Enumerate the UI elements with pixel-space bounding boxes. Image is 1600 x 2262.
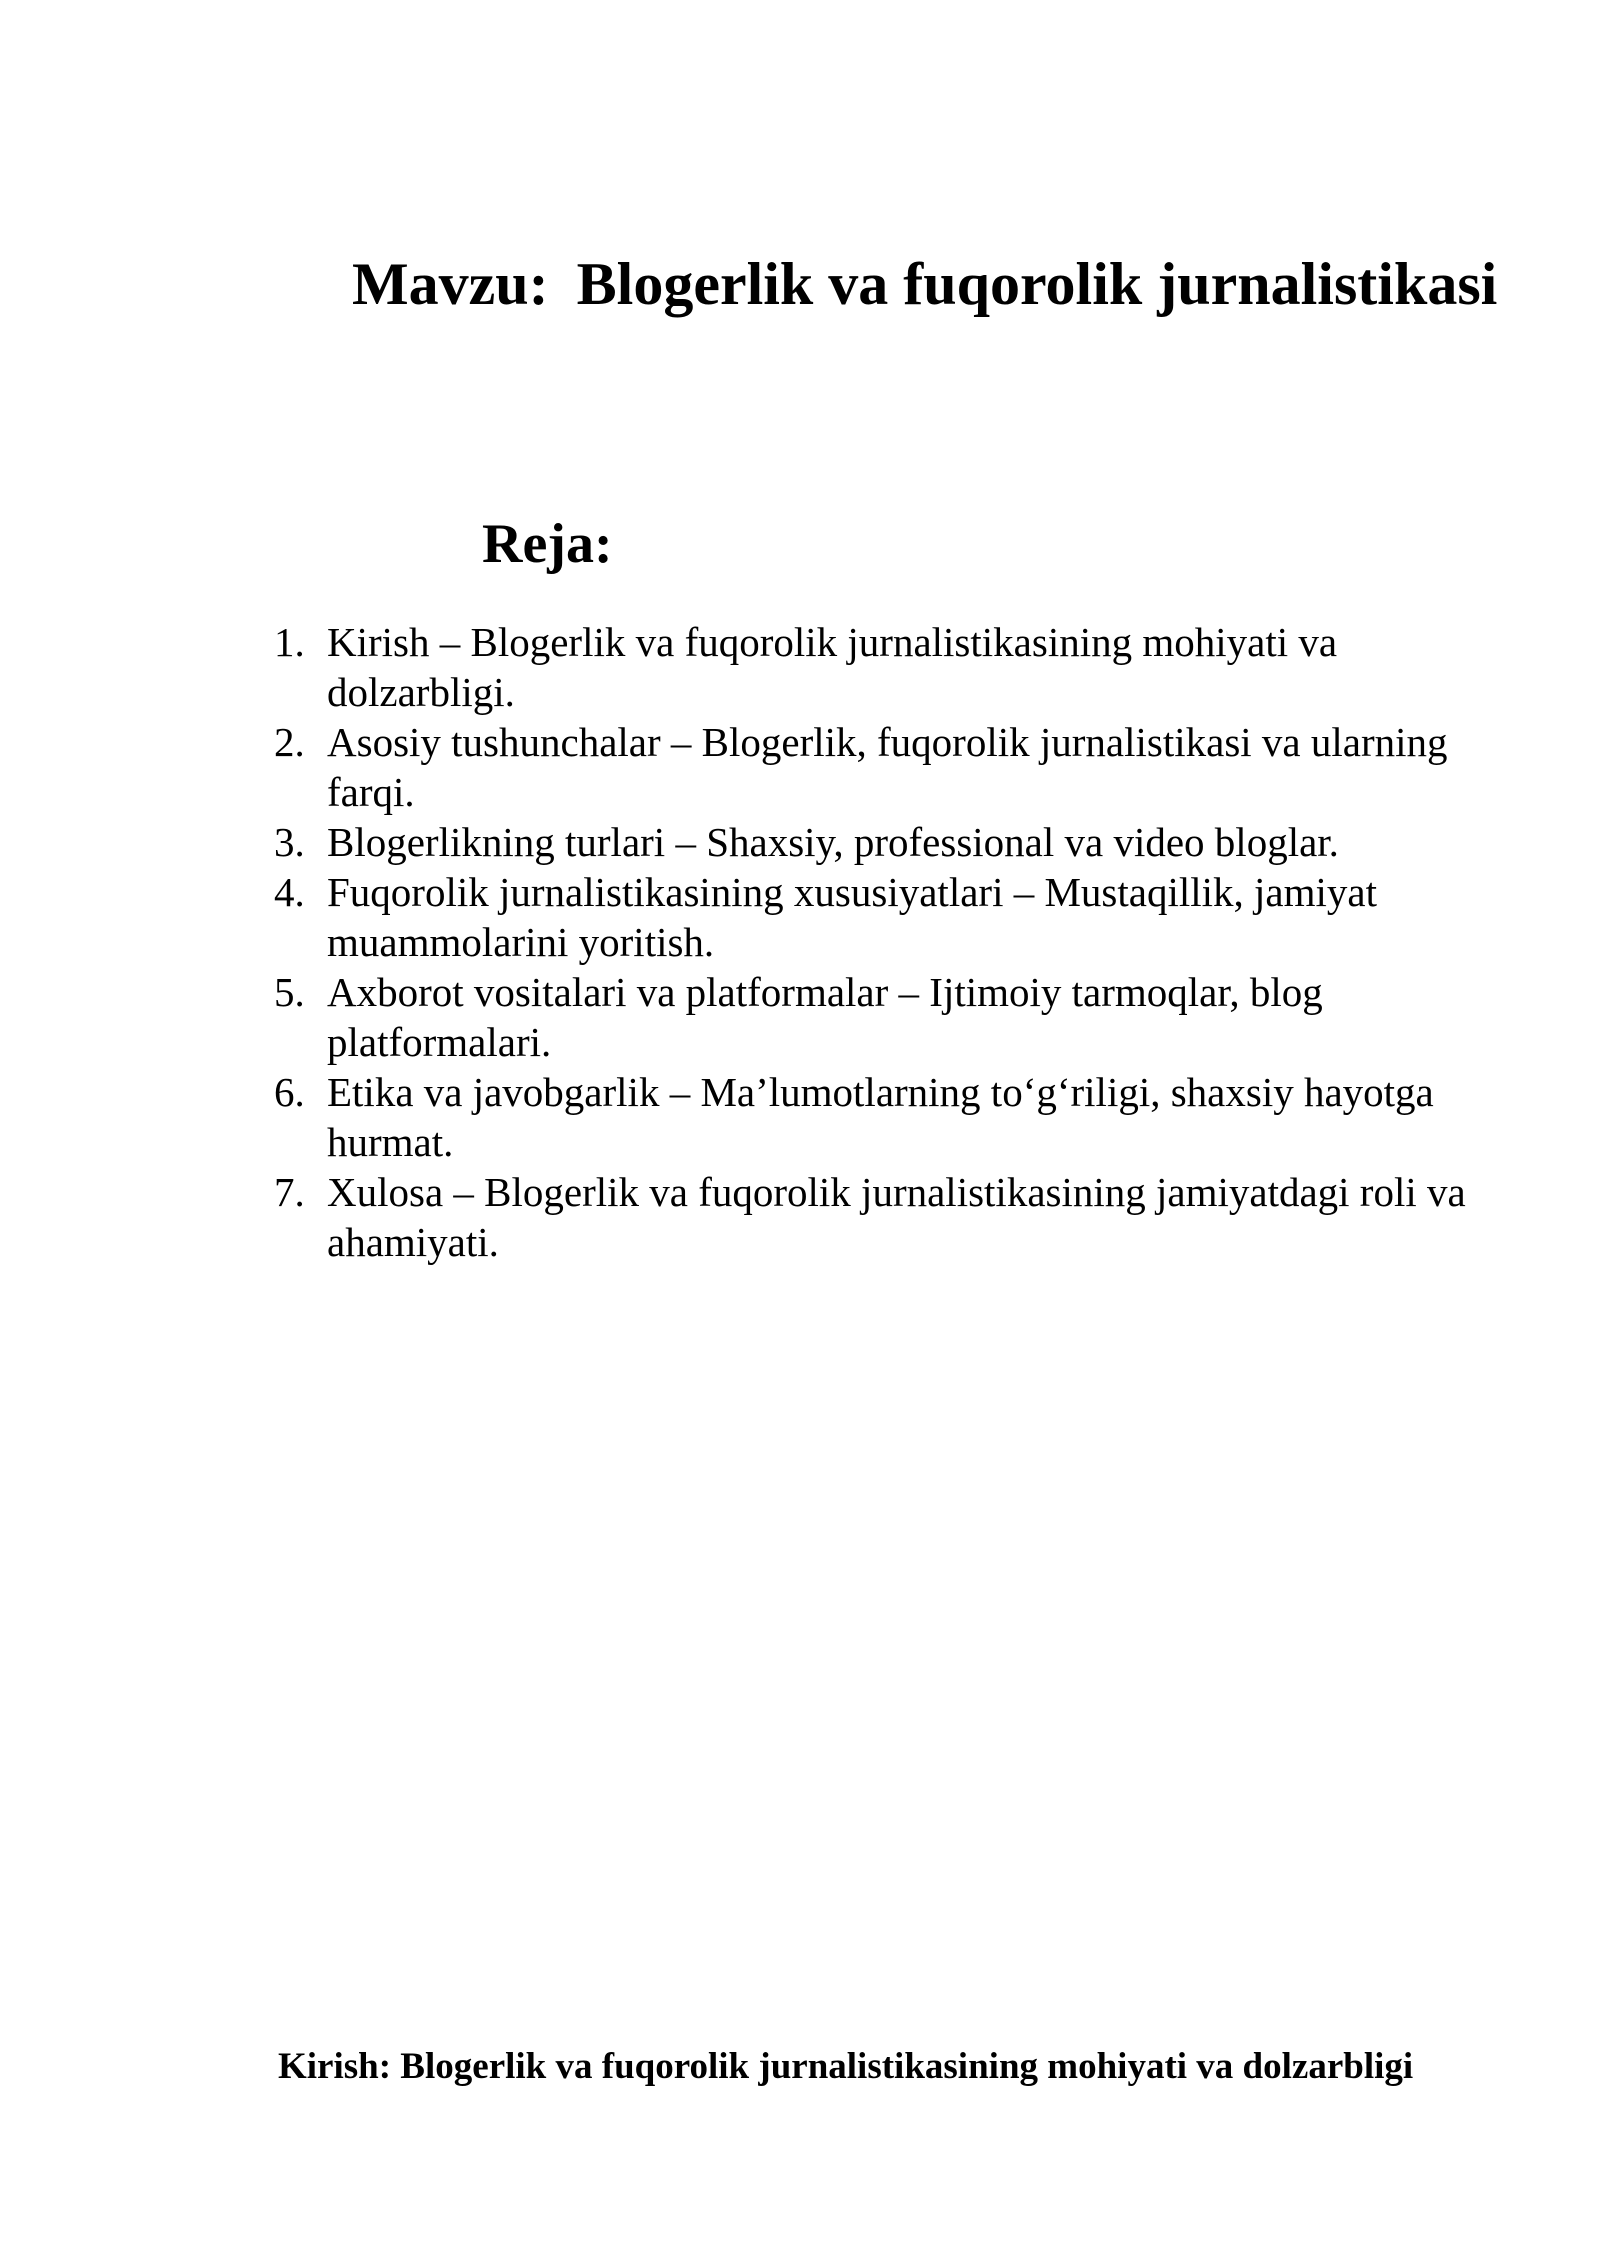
section-heading-kirish: Kirish: Blogerlik va fuqorolik jurnalistikasining mohiyati va dolzarbligi: [278, 2046, 1414, 2087]
title-label: Mavzu:: [352, 251, 549, 317]
plan-item-text: Xulosa – Blogerlik va fuqorolik jurnalistikasining jamiyatdagi roli va ahamiyati.: [327, 1169, 1466, 1265]
plan-list: [274, 617, 1504, 1267]
plan-item-6: [274, 1067, 1504, 1167]
plan-item-number: 1.: [274, 619, 305, 665]
plan-item-text: Asosiy tushunchalar – Blogerlik, fuqorolik jurnalistikasi va ularning farqi.: [327, 719, 1448, 815]
plan-item-number: 5.: [274, 969, 305, 1015]
plan-item-number: 2.: [274, 719, 305, 765]
plan-item-number: 4.: [274, 869, 305, 915]
plan-item-number: 3.: [274, 819, 305, 865]
plan-item-number: 7.: [274, 1169, 305, 1215]
plan-item-3: [274, 817, 1504, 867]
plan-item-text: Etika va javobgarlik – Ma’lumotlarning to‘g‘riligi, shaxsiy hayotga hurmat.: [327, 1069, 1434, 1165]
plan-item-number: 6.: [274, 1069, 305, 1115]
plan-item-7: [274, 1167, 1504, 1267]
plan-item-4: [274, 867, 1504, 967]
plan-item-1: [274, 617, 1504, 717]
plan-item-5: [274, 967, 1504, 1067]
plan-item-text: Kirish – Blogerlik va fuqorolik jurnalistikasining mohiyati va dolzarbligi.: [327, 619, 1338, 715]
document-title: [352, 248, 1497, 320]
plan-item-text: Blogerlikning turlari – Shaxsiy, professional va video bloglar.: [327, 819, 1339, 865]
plan-heading: Reja:: [482, 513, 613, 575]
plan-item-2: [274, 717, 1504, 817]
plan-item-text: Fuqorolik jurnalistikasining xususiyatlari – Mustaqillik, jamiyat muammolarini yoritish.: [327, 869, 1377, 965]
plan-item-text: Axborot vositalari va platformalar – Ijtimoiy tarmoqlar, blog platformalari.: [327, 969, 1323, 1065]
title-text: Blogerlik va fuqorolik jurnalistikasi: [576, 251, 1498, 317]
